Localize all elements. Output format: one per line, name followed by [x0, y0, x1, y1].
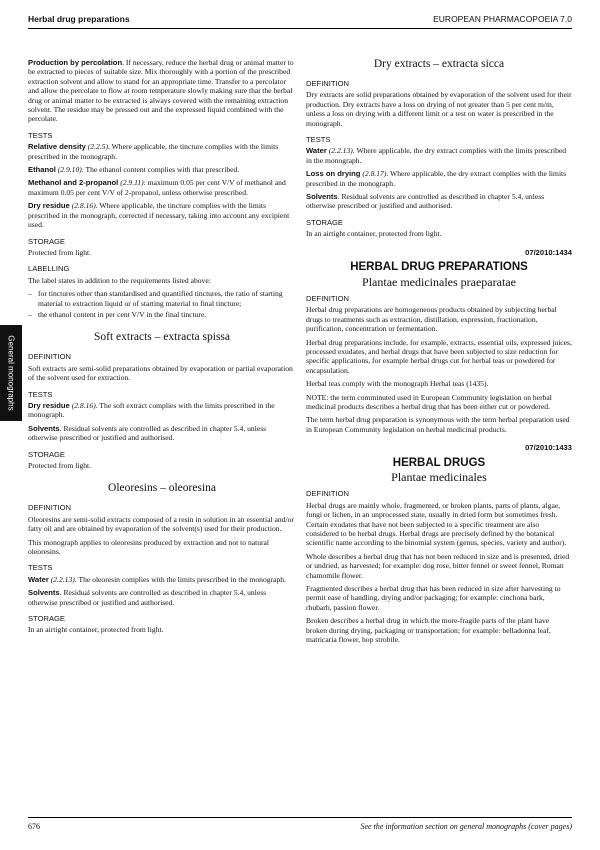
hdp-definition-label: DEFINITION — [306, 293, 350, 303]
percolation-title: Production by percolation — [28, 58, 123, 67]
left-column — [28, 58, 296, 639]
soft-definition-label: DEFINITION — [28, 352, 72, 362]
dry-water-para: Water (2.2.13). Where applicable, the dry extract complies with the limits prescribed in the monograph. — [306, 146, 567, 165]
oleo-definition-text-2: This monograph applies to oleoresins produced by extraction and not to natural oleoresins. — [28, 537, 270, 557]
header-publication: EUROPEAN PHARMACOPOEIA 7.0 — [433, 14, 572, 24]
footer-rule — [28, 817, 572, 818]
right-column — [306, 58, 572, 649]
hd-para-2: Whole describes a herbal drug that has not been reduced in size and is presented, dried or undried, as harvested; for example: dog rose, bitter fennel or sweet fennel, Roman chamomile flower. — [306, 551, 570, 580]
oleo-water-para: Water (2.2.13). The oleoresin complies with the limits prescribed in the monograph. — [28, 574, 286, 584]
tests-label: TESTS — [28, 130, 53, 140]
hdp-para-2: Herbal drug preparations include, for example, extracts, essential oils, expressed juices, processed exudates, and herbal drugs that have been subjected to size reduction for specific applications, for example herbal drugs cut for herbal teas or powdered for encapsulation. — [306, 337, 572, 375]
labelling-list — [28, 289, 296, 319]
oleo-tests-label: TESTS — [28, 563, 53, 573]
herbal-drugs-title: HERBAL DRUGS — [392, 456, 486, 469]
soft-solvents-para: Solvents. Residual solvents are controlled as described in chapter 5.4, unless otherwise prescribed or justified and authorised. — [28, 423, 267, 443]
storage-text: Protected from light. — [28, 247, 92, 257]
herbal-drugs-latin: Plantae medicinales — [391, 470, 487, 484]
monograph-ref-1434: 07/2010:1434 — [525, 247, 572, 257]
methanol-para: Methanol and 2-propanol (2.9.11): maximum 0.05 per cent V/V of methanol and maximum 0.05 per cent V/V of 2-propanol, unless otherwise prescribed. — [28, 178, 286, 197]
soft-storage-text: Protected from light. — [28, 461, 92, 470]
dry-definition-text: Dry extracts are solid preparations obtained by evaporation of the solvent used for their production. Dry extracts have a loss on drying of not greater than 5 per cent m/m, unless a loss on drying with a different limit or a test on water is prescribed in the monograph. — [306, 90, 572, 128]
oleoresins-title: Oleoresins – oleoresina — [108, 482, 216, 495]
oleo-definition-text: Oleoresins are semi-solid extracts composed of a resin in solution in an essential and/or fatty oil and are obtained by evaporation of the solvent(s) used for their production. — [28, 514, 294, 534]
list-item: – for tinctures other than standardised and quantified tinctures, the ratio of starting material to extraction liquid or of starting material to final tincture; — [28, 289, 296, 308]
soft-tests-label: TESTS — [28, 389, 53, 399]
hd-para-4: Broken describes a herbal drug in which the more-fragile parts of the plant have broken during drying, packaging or transportation; for example: belladonna leaf, matricaria flower, hop strobile. — [306, 616, 551, 645]
hd-para-3: Fragmented describes a herbal drug that has been reduced in size after harvesting to permit ease of handling, drying and/or packaging; for example: cinchona bark, rhubarb, passion flower. — [306, 584, 561, 612]
herbal-drug-preparations-title: HERBAL DRUG PREPARATIONS — [350, 261, 528, 274]
ethanol-para: Ethanol (2.9.10). The ethanol content complies with that prescribed. — [28, 165, 240, 175]
header-rule — [28, 28, 572, 29]
hdp-para-5: The term herbal drug preparation is synonymous with the term herbal preparation used in European Community legislation on herbal medicinal products. — [306, 415, 570, 434]
section-tab-label: General monographs — [6, 335, 16, 411]
oleo-solvents-para: Solvents. Residual solvents are controlled as described in chapter 5.4, unless otherwise prescribed or justified and authorised. — [28, 588, 267, 607]
list-item: – the ethanol content in per cent V/V in the final tincture. — [28, 310, 296, 319]
soft-storage-label: STORAGE — [28, 449, 65, 459]
section-tab — [0, 325, 22, 421]
hdp-para-4: NOTE: the term comminuted used in European Community legislation on herbal medicinal products describes a herbal drug that has been either cut or powdered. — [306, 392, 552, 411]
oleo-storage-text: In an airtight container, protected from light. — [28, 625, 164, 635]
percolation-para: Production by percolation. If necessary, reduce the herbal drug or animal matter to be extracted to pieces of suitable size. Mix thoroughly with a portion of the prescribed extraction solvent and allow to stand for an appropriate time. Transfer to a percolator and allow the percolate to flow at room temperature slowly making sure that the herbal drug or animal matter to be extracted is always covered with the remaining extraction solvent. The residue may be pressed out and the expressed liquid combined with the percolate. — [28, 58, 294, 124]
hdp-para-3: Herbal teas comply with the monograph Herbal teas (1435). — [306, 379, 489, 389]
oleo-storage-label: STORAGE — [28, 614, 65, 624]
dry-extracts-title: Dry extracts – extracta sicca — [373, 58, 505, 70]
labelling-label: LABELLING — [28, 264, 70, 274]
oleo-definition-label: DEFINITION — [28, 503, 72, 513]
dry-storage-label: STORAGE — [306, 217, 343, 227]
percolation-text: If necessary, reduce the herbal drug or animal matter to be extracted to pieces of suitable size. Mix thoroughly with a portion of the prescribed extraction solvent and allow to stand for an appropriate time. Transfer to a percolator and allow the percolate to flow at room temperature slowly making sure that the herbal drug or animal matter to be extracted is always covered with the remaining extraction solvent. The residue may be pressed out and the expressed liquid combined with the percolate. — [28, 58, 294, 124]
soft-definition-text: Soft extracts are semi-solid preparations obtained by evaporation or partial evaporation of the solvent used for extraction. — [28, 363, 293, 383]
soft-dry-residue-para: Dry residue (2.8.16). The soft extract complies with the limits prescribed in the monograph. — [28, 400, 275, 420]
hd-definition-label: DEFINITION — [306, 489, 350, 499]
labelling-text: The label states in addition to the requirements listed above: — [28, 275, 211, 285]
herbal-drug-preparations-latin: Plantae medicinales praeparatae — [362, 274, 516, 289]
soft-extracts-title: Soft extracts – extracta spissa — [93, 331, 231, 344]
storage-label: STORAGE — [28, 236, 65, 246]
dry-solvents-para: Solvents. Residual solvents are controlled as described in chapter 5.4, unless otherwise prescribed or justified and authorised. — [306, 192, 545, 211]
page-header — [28, 14, 572, 28]
hdp-para-1: Herbal drug preparations are homogeneous products obtained by subjecting herbal drugs to treatments such as extraction, distillation, expression, fractionation, purification, concentration or fermentation. — [306, 305, 557, 334]
dry-storage-text: In an airtight container, protected from light. — [306, 229, 442, 239]
footer-note: See the information section on general monographs (cover pages) — [360, 822, 572, 831]
dry-lod-para: Loss on drying (2.8.17). Where applicable, the dry extract complies with the limits prescribed in the monograph. — [306, 169, 567, 188]
page-number: 676 — [28, 822, 40, 831]
dry-tests-label: TESTS — [306, 135, 331, 145]
monograph-ref-1433: 07/2010:1433 — [525, 443, 572, 453]
dry-residue-para: Dry residue (2.8.16). Where applicable, the tincture complies with the limits prescribed in the monograph, corrected if necessary, taking into account any excipient used. — [28, 201, 290, 230]
dry-definition-label: DEFINITION — [306, 79, 350, 88]
relative-density-para: Relative density (2.2.5). Where applicable, the tincture complies with the limits prescribed in the monograph. — [28, 142, 279, 161]
hd-para-1: Herbal drugs are mainly whole, fragmented, or broken plants, parts of plants, algae, fungi or lichen, in an unprocessed state, usually in dried form but sometimes fresh. Certain exudates that have not been subjected to a specific treatment are also considered to be herbal drugs. Herbal drugs are precisely defined by the botanical scientific name according to the binomial system (genus, species, variety and author). — [306, 500, 567, 548]
header-title: Herbal drug preparations — [28, 14, 130, 24]
